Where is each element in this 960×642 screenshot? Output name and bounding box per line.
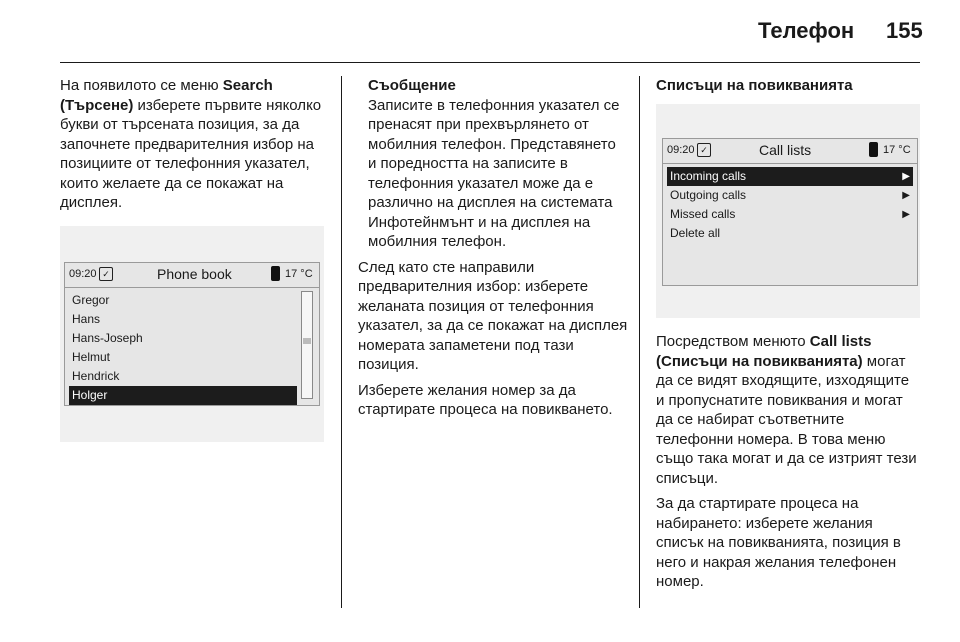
column-2: [358, 76, 628, 426]
select-number-paragraph: Изберете желания номер за да стартирате процеса на повикването.: [358, 381, 613, 418]
page-number: 155: [886, 18, 923, 43]
phone-icon: [271, 266, 280, 281]
column-1: [60, 76, 336, 219]
note-block: [358, 76, 628, 252]
screen-title: Call lists: [759, 142, 812, 158]
calllists-screen: [662, 138, 918, 286]
call-list-item[interactable]: [667, 167, 913, 186]
phonebook-entry[interactable]: Helmut: [72, 350, 111, 364]
phonebook-entry[interactable]: Hans: [72, 312, 101, 326]
page-header-title: Телефон: [758, 18, 855, 43]
call-list-item[interactable]: [667, 205, 913, 224]
chevron-right-icon: ▶: [902, 171, 910, 182]
call-list-item[interactable]: [667, 224, 913, 243]
phonebook-entry[interactable]: Hans-Joseph: [72, 331, 143, 345]
dialing-paragraph: За да стартирате процеса на набирането: изберете желания списък на повикванията, позиция в него и накрая желания телефонен номер.: [656, 495, 901, 590]
screen-temperature: 17 °C: [883, 144, 911, 156]
calllists-screen-panel: [656, 104, 920, 318]
screen-status-bar: [65, 263, 319, 288]
column-3: [656, 76, 920, 102]
scrollbar-thumb[interactable]: [303, 338, 311, 344]
bluetooth-icon: ✓: [99, 267, 113, 281]
call-list-item-label: Incoming calls: [670, 169, 747, 183]
screen-temperature: 17 °C: [285, 268, 313, 280]
call-list-item[interactable]: [667, 186, 913, 205]
call-lists-menu: [667, 167, 913, 243]
column-divider-2: [639, 76, 640, 608]
header-rule: [60, 62, 920, 63]
chevron-right-icon: ▶: [902, 190, 910, 201]
phonebook-screen-panel: [60, 226, 324, 442]
note-text: Записите в телефонния указател се пренасят при прехвърлянето от мобилния телефон. Представянето и поредността на записите в телефонния указател може да е различно на дисплея на системата Инфотейнмънт и на дисплея на мобилния телефон.: [368, 96, 620, 250]
call-list-item-label: Delete all: [670, 226, 721, 240]
phonebook-scrollbar[interactable]: [301, 291, 313, 399]
bluetooth-icon: ✓: [697, 143, 711, 157]
phonebook-screen: [64, 262, 320, 406]
chevron-right-icon: ▶: [902, 209, 910, 220]
screen-status-bar: [663, 139, 917, 164]
phonebook-entry[interactable]: Holger: [69, 386, 297, 405]
column-divider-1: [341, 76, 342, 608]
phonebook-entry[interactable]: Hendrick: [72, 369, 120, 383]
screen-time: 09:20: [69, 268, 97, 280]
screen-time: 09:20: [667, 144, 695, 156]
column-3-body: [656, 332, 920, 598]
call-list-item-label: Missed calls: [670, 207, 736, 221]
phonebook-entry[interactable]: Gregor: [72, 293, 110, 307]
note-heading: Съобщение: [368, 77, 456, 94]
call-list-item-label: Outgoing calls: [670, 188, 747, 202]
select-entry-paragraph: След като сте направили предварителния избор: изберете желаната позиция от телефонния указател, за да се покажат на дисплея номерата запаметени под тази позиция.: [358, 258, 628, 373]
call-lists-heading: Списъци на повикванията: [656, 77, 853, 94]
phone-icon: [869, 142, 878, 157]
phonebook-search-paragraph: На появилото се меню Search (Търсене) изберете първите няколко букви от търсената позиция, за да започнете предварителния избор на позициите от телефонния указател, които желаете да се покажат на дисплея.: [60, 77, 322, 211]
screen-title: Phone book: [157, 266, 232, 282]
call-lists-paragraph: Посредством менюто Call lists (Списъци на повикванията) могат да се видят входящите, изходящите и пропуснатите повиквания и могат да се набират съответните телефонни номера. В това меню също така могат и да се изтрият тези списъци.: [656, 333, 917, 487]
phonebook-list: [69, 291, 297, 405]
